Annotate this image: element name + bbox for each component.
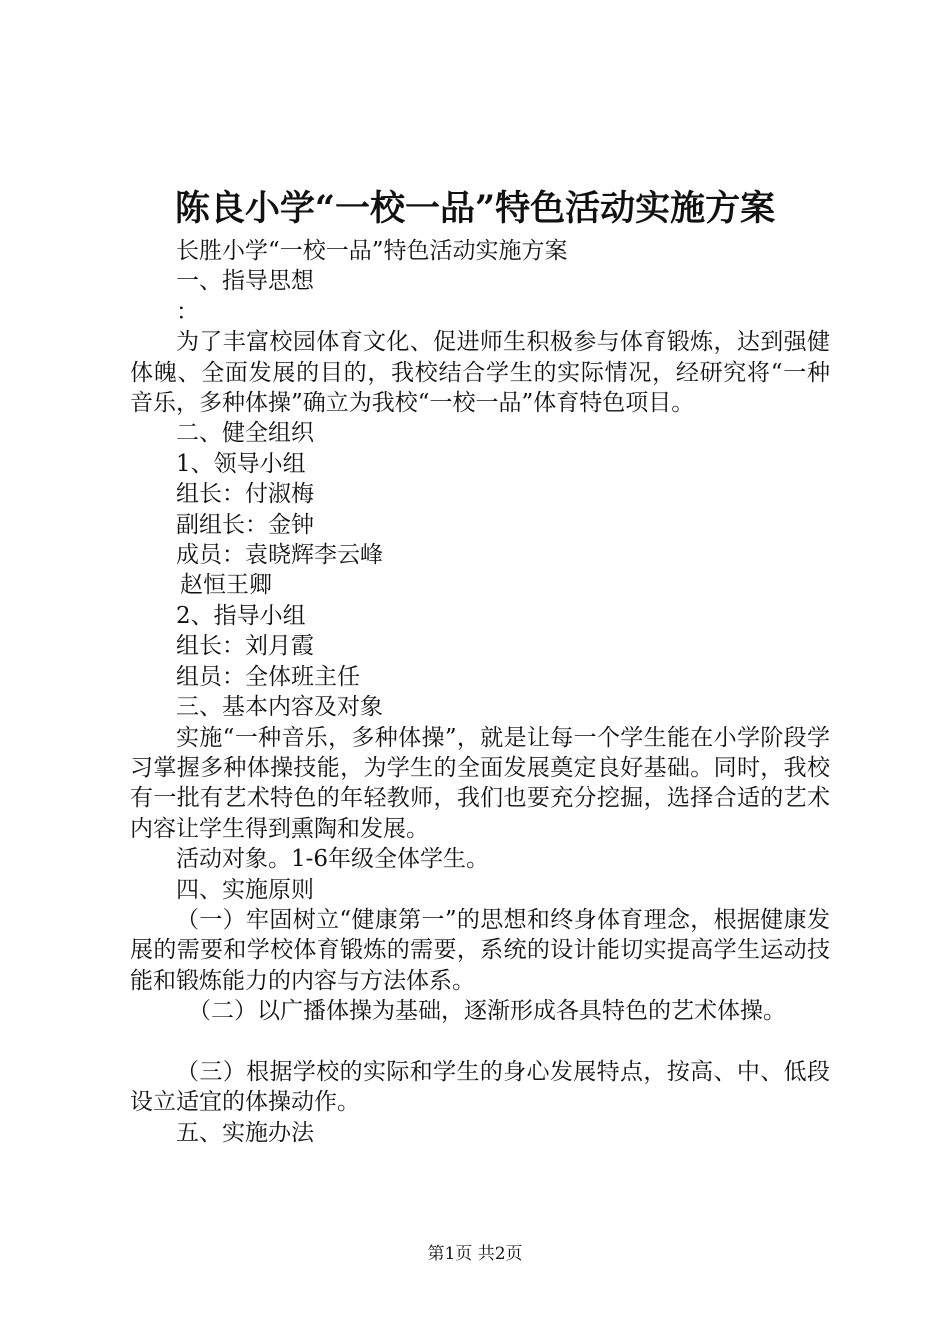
- paragraph-text: 组长：付淑梅: [176, 481, 314, 508]
- section-heading: 五、实施办法: [176, 1119, 314, 1146]
- paragraph-text: 组员：全体班主任: [176, 663, 360, 690]
- paragraph-text: 副组长：金钟: [176, 511, 314, 538]
- section-heading: 四、实施原则: [176, 876, 314, 903]
- document-title: 陈良小学“一校一品”特色活动实施方案: [174, 188, 776, 229]
- section-heading: 一、指导思想: [176, 268, 314, 295]
- paragraph-text: 组长：刘月霞: [176, 633, 314, 660]
- paragraph-text: 成员：袁晓辉李云峰: [176, 542, 383, 569]
- subsection-heading: 2、指导小组: [176, 602, 306, 629]
- paragraph-text: 赵恒王卿: [180, 572, 272, 599]
- paragraph-text: ：: [176, 298, 199, 325]
- paragraph-text: （三）根据学校的实际和学生的身心发展特点，按高、中、低段设立适宜的体操动作。: [130, 1058, 830, 1116]
- paragraph-text: 活动对象。1-6年级全体学生。: [176, 846, 490, 873]
- paragraph-text: （一）牢固树立“健康第一”的思想和终身体育理念，根据健康发展的需要和学校体育锻炼的需要，系统的设计能切实提高学生运动技能和锻炼能力的内容与方法体系。: [130, 906, 830, 994]
- section-heading: 二、健全组织: [176, 420, 314, 447]
- paragraph-text: （二）以广播体操为基础，逐渐形成各具特色的艺术体操。: [188, 998, 786, 1025]
- blank-line: [130, 1027, 830, 1057]
- document-body: [130, 236, 830, 1148]
- document-subtitle: 长胜小学“一校一品”特色活动实施方案: [176, 238, 568, 264]
- section-heading: 三、基本内容及对象: [176, 694, 383, 721]
- paragraph-text: 为了丰富校园体育文化、促进师生积极参与体育锻炼，达到强健体魄、全面发展的目的，我校结合学生的实际情况，经研究将“一种音乐，多种体操”确立为我校“一校一品”体育特色项目。: [130, 329, 830, 417]
- page-footer: 第1页 共2页: [427, 1244, 523, 1264]
- subsection-heading: 1、领导小组: [176, 450, 306, 477]
- paragraph-text: 实施“一种音乐，多种体操”，就是让每一个学生能在小学阶段学习掌握多种体操技能，为学生的全面发展奠定良好基础。同时，我校有一批有艺术特色的年轻教师，我们也要充分挖掘，选择合适的艺术内容让学生得到熏陶和发展。: [130, 724, 830, 842]
